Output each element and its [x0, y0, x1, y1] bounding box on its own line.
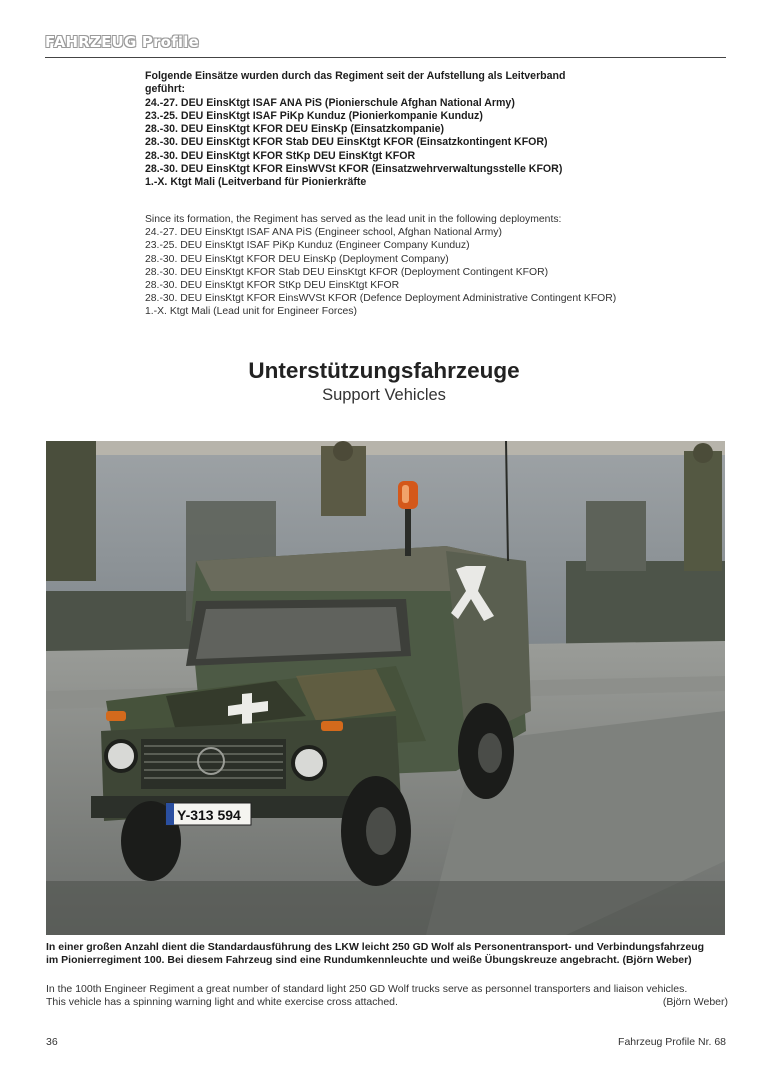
list-item: 23.-25. DEU EinsKtgt ISAF PiKp Kunduz (Engineer Company Kunduz) — [145, 240, 470, 252]
section-subtitle: Support Vehicles — [322, 386, 446, 404]
list-item: 28.-30. DEU EinsKtgt KFOR EinsWVSt KFOR (Einsatzwehrverwaltungsstelle KFOR) — [145, 163, 563, 176]
photo-credit: (Björn Weber) — [662, 996, 728, 1009]
deployments-english — [145, 213, 685, 319]
list-item: 23.-25. DEU EinsKtgt ISAF PiKp Kunduz (Pionierkompanie Kunduz) — [145, 109, 483, 122]
list-item: 24.-27. DEU EinsKtgt ISAF ANA PiS (Engineer school, Afghan National Army) — [145, 227, 502, 239]
list-item: 28.-30. DEU EinsKtgt KFOR StKp DEU EinsKtgt KFOR — [145, 149, 416, 162]
list-item: 28.-30. DEU EinsKtgt KFOR DEU EinsKp (Einsatzkompanie) — [145, 123, 445, 136]
caption-english — [46, 983, 728, 1010]
license-plate: Y-313 594 — [177, 807, 241, 823]
list-item: 1.-X. Ktgt Mali (Lead unit for Engineer Forces) — [145, 306, 357, 318]
list-item: 1.-X. Ktgt Mali (Leitverband für Pionierkräfte — [145, 176, 367, 189]
list-item: 24.-27. DEU EinsKtgt ISAF ANA PiS (Pionierschule Afghan National Army) — [145, 96, 515, 109]
header-rule — [45, 57, 726, 58]
caption-de-line: In einer großen Anzahl dient die Standardausführung des LKW leicht 250 GD Wolf als Personentransport- und Verbindungsfahrzeug — [46, 941, 705, 953]
list-item: 28.-30. DEU EinsKtgt KFOR StKp DEU EinsKtgt KFOR — [145, 280, 400, 292]
caption-de-line: im Pionierregiment 100. Bei diesem Fahrzeug sind eine Rundumkennleuchte und weiße Übungskreuze angebracht. (Björn Weber) — [46, 954, 692, 967]
list-item: 28.-30. DEU EinsKtgt KFOR DEU EinsKp (Deployment Company) — [145, 253, 449, 265]
section-title: Unterstützungsfahrzeuge — [248, 358, 520, 383]
caption-en-line: In the 100th Engineer Regiment a great number of standard light 250 GD Wolf trucks serve as personnel transporters and liaison vehicles. — [46, 983, 688, 995]
caption-en-text: This vehicle has a spinning warning light and white exercise cross attached. — [46, 996, 398, 1009]
vehicle-photo — [46, 441, 725, 935]
publication-name: Fahrzeug Profile Nr. 68 — [618, 1036, 726, 1048]
deployments-german — [145, 70, 615, 190]
caption-en-line-2 — [46, 996, 728, 1009]
deployments-de-intro: Folgende Einsätze wurden durch das Regiment seit der Aufstellung als Leitverband — [145, 70, 566, 82]
caption-german — [46, 941, 730, 968]
list-item: 28.-30. DEU EinsKtgt KFOR EinsWVSt KFOR (Defence Deployment Administrative Contingent KFOR) — [145, 293, 617, 305]
deployments-en-intro: Since its formation, the Regiment has served as the lead unit in the following deployments: — [145, 214, 562, 225]
list-item: 28.-30. DEU EinsKtgt KFOR Stab DEU EinsKtgt KFOR (Einsatzkontingent KFOR) — [145, 136, 548, 149]
masthead-logo: FAHRZEUG Profile — [45, 33, 199, 51]
page-number: 36 — [46, 1036, 58, 1048]
list-item: 28.-30. DEU EinsKtgt KFOR Stab DEU EinsKtgt KFOR (Deployment Contingent KFOR) — [145, 266, 549, 278]
deployments-de-intro-cont: geführt: — [145, 83, 186, 96]
